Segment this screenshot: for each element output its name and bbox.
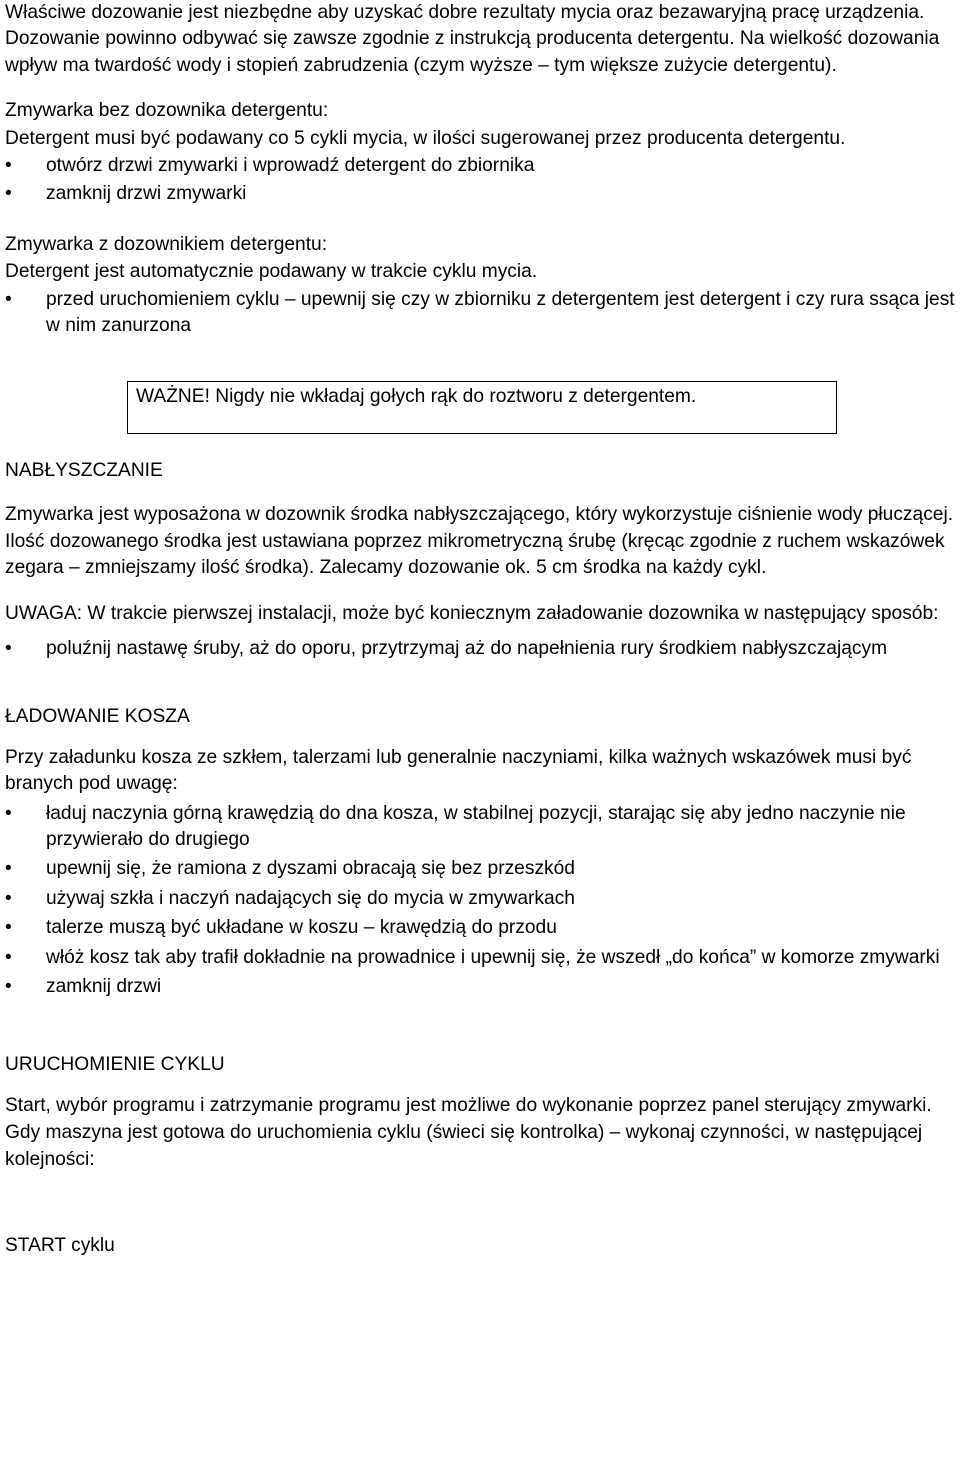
start-text-2: Gdy maszyna jest gotowa do uruchomienia cyklu (świeci się kontrolka) – wykonaj czynności, w następującej kolejności: [5, 1122, 923, 1170]
bullet-icon: • [5, 858, 12, 880]
list-item-text: otwórz drzwi zmywarki i wprowadź detergent do zbiornika [46, 155, 535, 177]
with-dispenser-text: Detergent jest automatycznie podawany w trakcie cyklu mycia. [5, 261, 538, 283]
bullet-icon: • [5, 155, 12, 177]
list-item-text: zamknij drzwi zmywarki [46, 183, 247, 205]
bullet-icon: • [5, 637, 12, 659]
warning-text: WAŻNE! Nigdy nie wkładaj gołych rąk do roztworu z detergentem. [136, 386, 697, 408]
list-item [5, 856, 957, 882]
rinse-text: Zmywarka jest wyposażona w dozownik środka nabłyszczającego, który wykorzystuje ciśnienie wody płuczącej. Ilość dozowanego środka jest ustawiana poprzez mikrometryczną śrubę (kręcąc zgodnie z ruchem wskazówek zegara – zmniejszamy ilość środka). Zalecamy dozowanie ok. 5 cm środka na każdy cykl. [5, 504, 954, 579]
list-item [5, 945, 957, 971]
rinse-note: UWAGA: W trakcie pierwszej instalacji, może być koniecznym załadowanie dozownika w następujący sposób: [5, 602, 939, 624]
list-item [5, 974, 957, 1000]
list-item [5, 886, 957, 912]
list-item [5, 636, 957, 662]
bullet-icon: • [5, 975, 12, 997]
list-item [5, 287, 957, 340]
warning-box [127, 381, 837, 433]
bullet-icon: • [5, 917, 12, 939]
loading-heading: ŁADOWANIE KOSZA [5, 706, 190, 728]
list-item [5, 181, 957, 207]
list-item-text: poluźnij nastawę śruby, aż do oporu, przytrzymaj aż do napełnienia rury środkiem nabłyszczającym [46, 637, 888, 659]
start-cycle-subheading: START cyklu [5, 1235, 115, 1256]
bullet-icon: • [5, 802, 12, 824]
no-dispenser-list [5, 153, 957, 208]
list-item-text: włóż kosz tak aby trafił dokładnie na prowadnice i upewnij się, że wszedł „do końca” w komorze zmywarki [46, 946, 940, 968]
no-dispenser-text: Detergent musi być podawany co 5 cykli mycia, w ilości sugerowanej przez producenta detergentu. [5, 127, 846, 149]
list-item-text: używaj szkła i naczyń nadających się do mycia w zmywarkach [46, 887, 575, 909]
intro-paragraph: Właściwe dozowanie jest niezbędne aby uzyskać dobre rezultaty mycia oraz bezawaryjną pracę urządzenia. Dozowanie powinno odbywać się zawsze zgodnie z instrukcją producenta detergentu. Na wielkość dozowania wpływ ma twardość wody i stopień zabrudzenia (czym wyższe – tym większe zużycie detergentu). [5, 2, 940, 76]
document-page [5, 0, 957, 1259]
bullet-icon: • [5, 288, 12, 310]
list-item-text: przed uruchomieniem cyklu – upewnij się czy w zbiorniku z detergentem jest detergent i czy rura ssąca jest w nim zanurzona [46, 288, 955, 337]
list-item-text: zamknij drzwi [46, 975, 162, 997]
list-item-text: talerze muszą być układane w koszu – krawędzią do przodu [46, 917, 557, 939]
rinse-list [5, 636, 957, 662]
rinse-heading: NABŁYSZCZANIE [5, 459, 163, 481]
list-item [5, 801, 957, 854]
with-dispenser-list [5, 287, 957, 340]
bullet-icon: • [5, 183, 12, 205]
start-heading: URUCHOMIENIE CYKLU [5, 1054, 225, 1076]
loading-list [5, 801, 957, 1001]
loading-text: Przy załadunku kosza ze szkłem, talerzami lub generalnie naczyniami, kilka ważnych wskazówek musi być branych pod uwagę: [5, 746, 912, 795]
start-text-1: Start, wybór programu i zatrzymanie programu jest możliwe do wykonanie poprzez panel sterujący zmywarki. [5, 1094, 932, 1116]
list-item [5, 915, 957, 941]
bullet-icon: • [5, 946, 12, 968]
list-item-text: upewnij się, że ramiona z dyszami obracają się bez przeszkód [46, 858, 575, 880]
list-item-text: ładuj naczynia górną krawędzią do dna kosza, w stabilnej pozycji, starając się aby jedno naczynie nie przywierało do drugiego [46, 802, 906, 850]
no-dispenser-heading: Zmywarka bez dozownika detergentu: [5, 100, 329, 122]
with-dispenser-heading: Zmywarka z dozownikiem detergentu: [5, 233, 328, 255]
list-item [5, 153, 957, 179]
bullet-icon: • [5, 887, 12, 909]
